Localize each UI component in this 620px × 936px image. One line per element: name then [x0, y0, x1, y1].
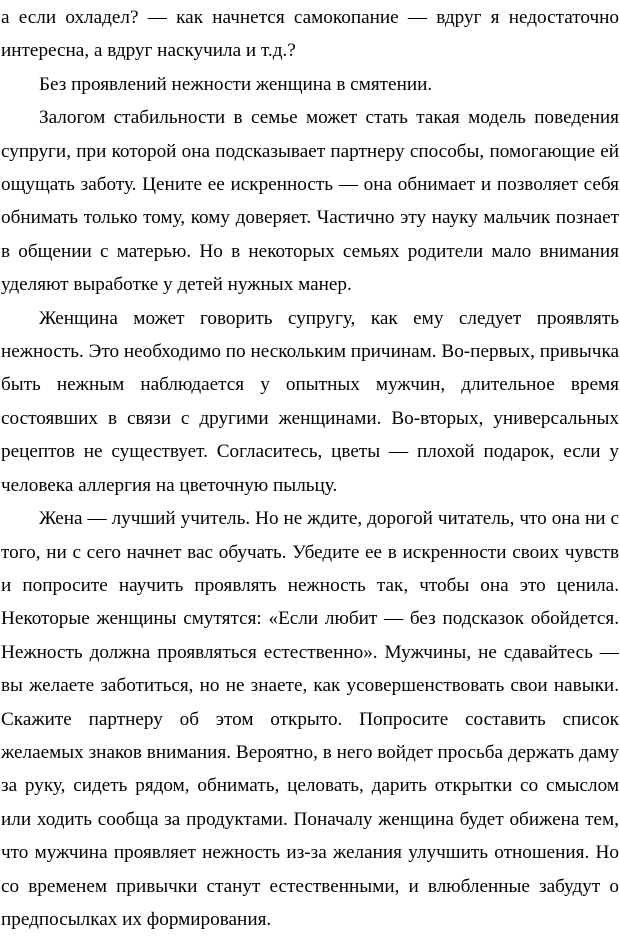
paragraph: Жена — лучший учитель. Но не ждите, дорогой читатель, что она ни с того, ни с сего начнет вас обучать. Убедите ее в искренности своих чувств и попросите научить проявлять нежность так, чтобы она это ценила. Некоторые женщины смутятся: «Если любит — без подсказок обойдется. Нежность должна проявляться естественно». Мужчины, не сдавайтесь — вы желаете заботиться, но не знаете, как усовершенствовать свои навыки. Скажите партнеру об этом открыто. Попросите составить список желаемых знаков внимания. Вероятно, в него войдет просьба держать даму за руку, сидеть рядом, обнимать, целовать, дарить открытки со смыслом или ходить сообща за продуктами. Поначалу женщина будет обижена тем, что мужчина проявляет нежность из-за желания улучшить отношения. Но со временем привычки станут естественными, и влюбленные забудут о предпосылках их формирования.: [1, 508, 619, 930]
paragraph: Залогом стабильности в семье может стать такая модель поведения супруги, при которой она подсказывает партнеру способы, помогающие ей ощущать заботу. Цените ее искренность — она обнимает и позволяет себя обнимать только тому, кому доверяет. Частично эту науку мальчик познает в общении с матерью. Но в некоторых семьях родители мало внимания уделяют выработке у детей нужных манер.: [1, 107, 619, 296]
paragraph-continuation: а если охладел? — как начнется самокопание — вдруг я недостаточно интересна, а вдруг наскучила и т.д.?: [1, 7, 619, 62]
paragraph: Женщина может говорить супругу, как ему следует проявлять нежность. Это необходимо по нескольким причинам. Во-первых, привычка быть нежным наблюдается у опытных мужчин, длительное время состоявших в связи с другими женщинами. Во-вторых, универсальных рецептов не существует. Согласитесь, цветы — плохой подарок, если у человека аллергия на цветочную пыльцу.: [1, 307, 619, 496]
paragraph: Без проявлений нежности женщина в смятении.: [39, 73, 433, 95]
